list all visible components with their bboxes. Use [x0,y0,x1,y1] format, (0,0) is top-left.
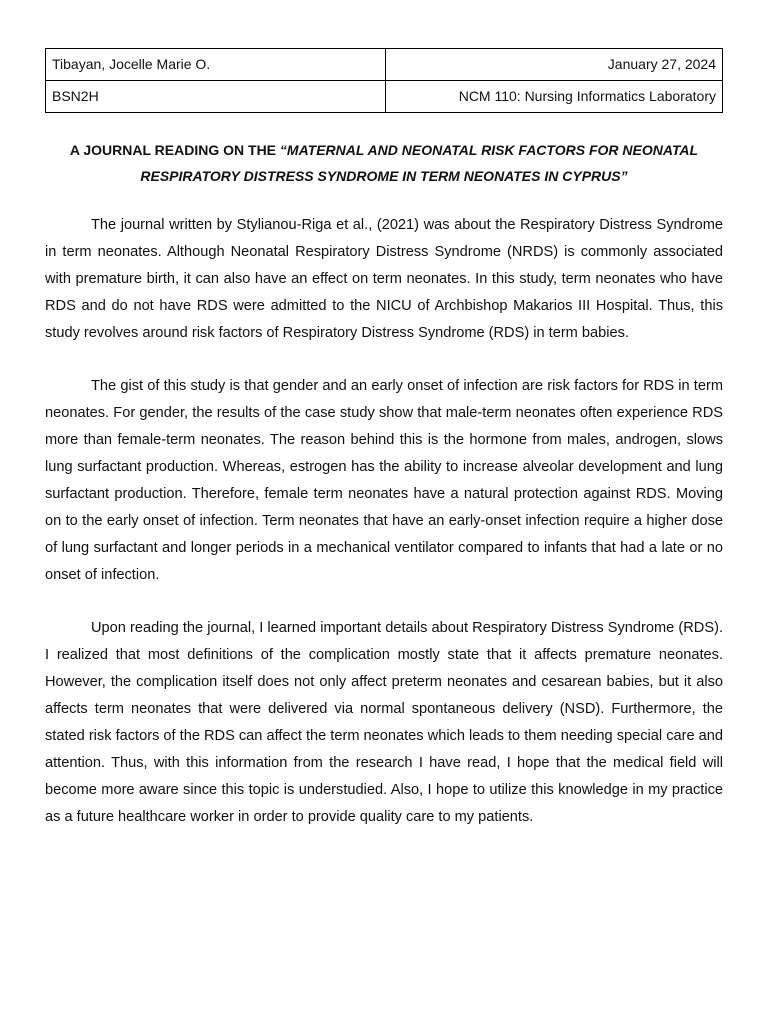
journal-title: “MATERNAL AND NEONATAL RISK FACTORS FOR NEONATAL RESPIRATORY DISTRESS SYNDROME IN TERM NEONATES IN CYPRUS” [140,142,699,184]
document-page [45,48,723,831]
submission-date: January 27, 2024 [386,49,723,81]
paragraph-gist: The gist of this study is that gender and an early onset of infection are risk factors for RDS in term neonates. For gender, the results of the case study show that male-term neonates often experience RDS more than female-term neonates. The reason behind this is the hormone from males, androgen, slows lung surfactant production. Whereas, estrogen has the ability to increase alveolar development and lung surfactant production. Therefore, female term neonates have a natural protection against RDS. Moving on to the early onset of infection. Term neonates that have an early-onset infection require a higher dose of lung surfactant and longer periods in a mechanical ventilator compared to infants that had a late or no onset of infection. [45,378,723,583]
header-table [45,48,723,113]
header-row [46,81,723,113]
document-title [45,137,723,189]
paragraph-summary: The journal written by Stylianou-Riga et al., (2021) was about the Respiratory Distress Syndrome in term neonates. Although Neonatal Respiratory Distress Syndrome (NRDS) is commonly associated with premature birth, it can also have an effect on term neonates. In this study, term neonates who have RDS and do not have RDS were admitted to the NICU of Archbishop Makarios III Hospital. Thus, this study revolves around risk factors of Respiratory Distress Syndrome (RDS) in term babies. [45,217,723,341]
header-row [46,49,723,81]
course-name: NCM 110: Nursing Informatics Laboratory [386,81,723,113]
section-code: BSN2H [46,81,386,113]
paragraph-reflection: Upon reading the journal, I learned important details about Respiratory Distress Syndrome (RDS). I realized that most definitions of the complication mostly state that it affects premature neonates. However, the complication itself does not only affect preterm neonates and cesarean babies, but it also affects term neonates that were delivered via normal spontaneous delivery (NSD). Furthermore, the stated risk factors of the RDS can affect the term neonates which leads to them needing special care and attention. Thus, with this information from the research I have read, I hope that the medical field will become more aware since this topic is understudied. Also, I hope to utilize this knowledge in my practice as a future healthcare worker in order to provide quality care to my patients. [45,620,723,825]
student-name: Tibayan, Jocelle Marie O. [46,49,386,81]
title-prefix: A JOURNAL READING ON THE [69,142,280,158]
